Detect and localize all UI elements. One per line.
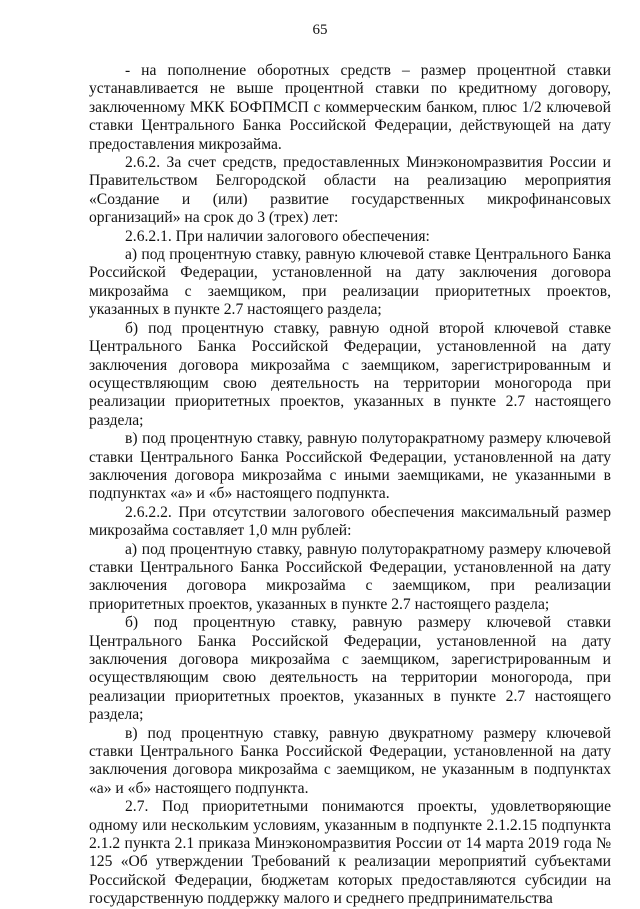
paragraph-2-6-2-2-b: б) под процентную ставку, равную размеру ключевой ставки Центрального Банка Российской Федерации, установленной на дату заключения договора микрозайма с заемщиком, зарегистрированным и осуществляющим свою деятельность на территории моногорода, при реализации приоритетных проектов, указанных в пункте 2.7 настоящего раздела; xyxy=(89,614,611,724)
paragraph-2-6-2-2: 2.6.2.2. При отсутствии залогового обеспечения максимальный размер микрозайма составляет 1,0 млн рублей: xyxy=(89,503,611,540)
paragraph-2-6-2-1-v: в) под процентную ставку, равную полуторакратному размеру ключевой ставки Центрального Банка Российской Федерации, установленной на дату заключения договора микрозайма с иными заемщиками, не указанными в подпунктах «а» и «б» настоящего подпункта. xyxy=(89,430,611,503)
page-number: 65 xyxy=(312,22,328,38)
paragraph-2-7: 2.7. Под приоритетными понимаются проекты, удовлетворяющие одному или нескольким условиям, указанным в подпункте 2.1.2.15 подпункта 2.1.2 пункта 2.1 приказа Минэкономразвития России от 14 марта 2019 года № 125 «Об утверждении Требований к реализации мероприятий субъектами Российской Федерации, бюджетам которых предоставляются субсидии на государственную поддержку малого и среднего предпринимательства xyxy=(89,798,611,908)
paragraph-2-6-2-2-a: а) под процентную ставку, равную полуторакратному размеру ключевой ставки Центрального Банка Российской Федерации, установленной на дату заключения договора микрозайма с заемщиком, при реализации приоритетных проектов, указанных в пункте 2.7 настоящего раздела; xyxy=(89,540,611,613)
paragraph-working-capital: - на пополнение оборотных средств – размер процентной ставки устанавливается не выше процентной ставки по кредитному договору, заключенному МКК БОФПМСП с коммерческим банком, плюс 1/2 ключевой ставки Центрального Банка Российской Федерации, действующей на дату предоставления микрозайма. xyxy=(89,62,611,153)
paragraph-2-6-2-1: 2.6.2.1. При наличии залогового обеспечения: xyxy=(125,227,430,245)
paragraph-2-6-2-2-v: в) под процентную ставку, равную двукратному размеру ключевой ставки Центрального Банка Российской Федерации, установленной на дату заключения договора микрозайма с заемщиком, не указанным в подпунктах «а» и «б» настоящего подпункта. xyxy=(89,724,611,797)
paragraph-2-6-2-1-b: б) под процентную ставку, равную одной второй ключевой ставке Центрального Банка Российской Федерации, установленной на дату заключения договора микрозайма с заемщиком, зарегистрированным и осуществляющим свою деятельность на территории моногорода при реализации приоритетных проектов, указанных в пункте 2.7 настоящего раздела; xyxy=(89,319,611,429)
paragraph-2-6-2-1-a: а) под процентную ставку, равную ключевой ставке Центрального Банка Российской Федерации, установленной на дату заключения договора микрозайма с заемщиком, при реализации приоритетных проектов, указанных в пункте 2.7 настоящего раздела; xyxy=(89,246,611,319)
paragraph-2-6-2: 2.6.2. За счет средств, предоставленных Минэкономразвития России и Правительством Белгородской области на реализацию мероприятия «Создание и (или) развитие государственных микрофинансовых организаций» на срок до 3 (трех) лет: xyxy=(89,154,611,227)
document-body xyxy=(89,62,611,909)
